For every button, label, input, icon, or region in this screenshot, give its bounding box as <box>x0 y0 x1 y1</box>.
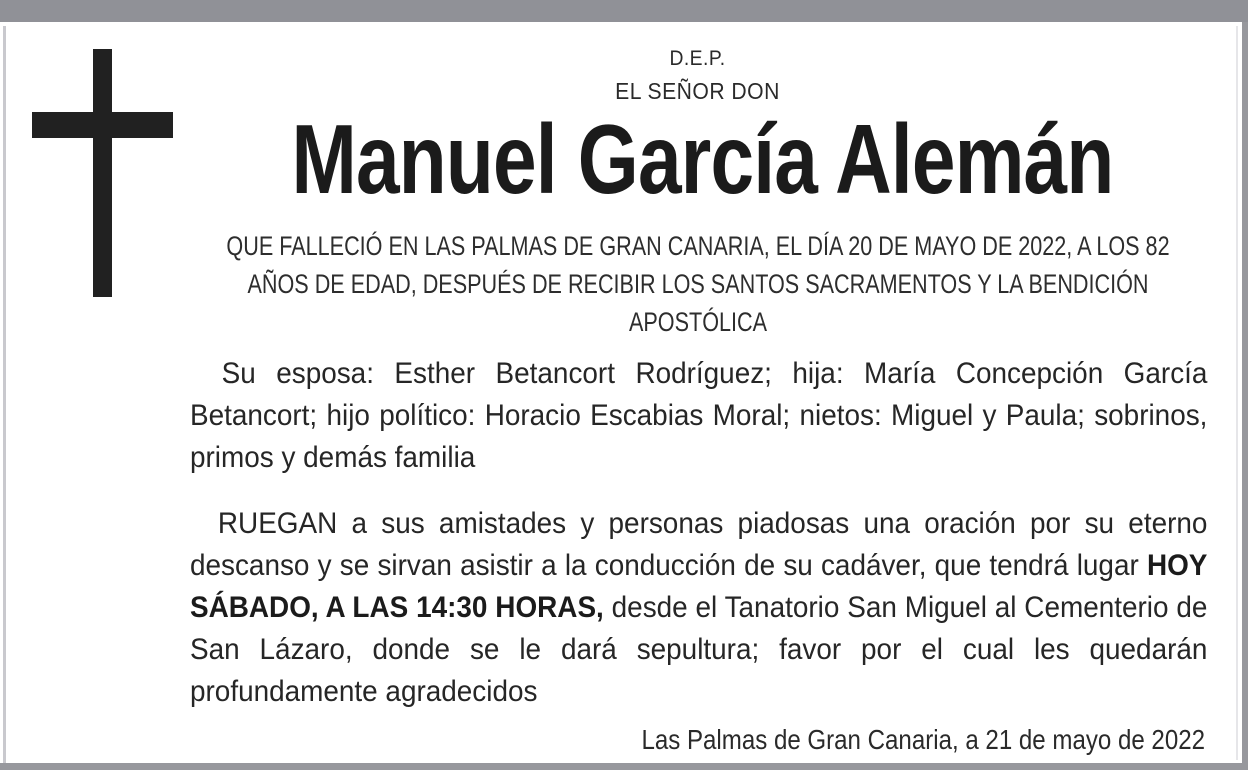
funeral-request <box>190 503 1207 713</box>
funeral-time-highlight: HOY SÁBADO, A LAS 14:30 HORAS, <box>190 549 1208 624</box>
dep-heading: D.E.P. <box>669 47 726 70</box>
honorific-heading: EL SEÑOR DON <box>615 78 780 104</box>
bottom-border <box>0 763 1248 770</box>
funeral-request-part2: desde el Tanatorio San Miguel al Cementerio de San Lázaro, donde se le dará sepultura; favor por el cual les quedarán profundamente agradecidos <box>190 591 1208 708</box>
left-border-line <box>3 26 6 763</box>
death-statement: QUE FALLECIÓ EN LAS PALMAS DE GRAN CANARIA, EL DÍA 20 DE MAYO DE 2022, A LOS 82 AÑOS DE EDAD, DESPUÉS DE RECIBIR LOS SANTOS SACRAMENTOS Y LA BENDICIÓN APOSTÓLICA <box>226 231 1170 337</box>
deceased-name: Manuel García Alemán <box>291 104 1114 214</box>
family-statement: Su esposa: Esther Betancort Rodríguez; hija: María Concepción García Betancort; hijo político: Horacio Escabias Moral; nietos: Miguel y Paula; sobrinos, primos y demás familia <box>190 357 1208 474</box>
right-border <box>1242 22 1248 770</box>
funeral-request-part1: RUEGAN a sus amistades y personas piadosas una oración por su eterno descanso y se sirvan asistir a la conducción de su cadáver, que tendrá lugar <box>190 507 1208 582</box>
latin-cross-icon <box>32 49 173 297</box>
dateline: Las Palmas de Gran Canaria, a 21 de mayo de 2022 <box>641 724 1205 755</box>
inner-right-border-line <box>1236 26 1238 760</box>
obituary-content <box>190 22 1208 757</box>
top-border <box>0 0 1248 22</box>
